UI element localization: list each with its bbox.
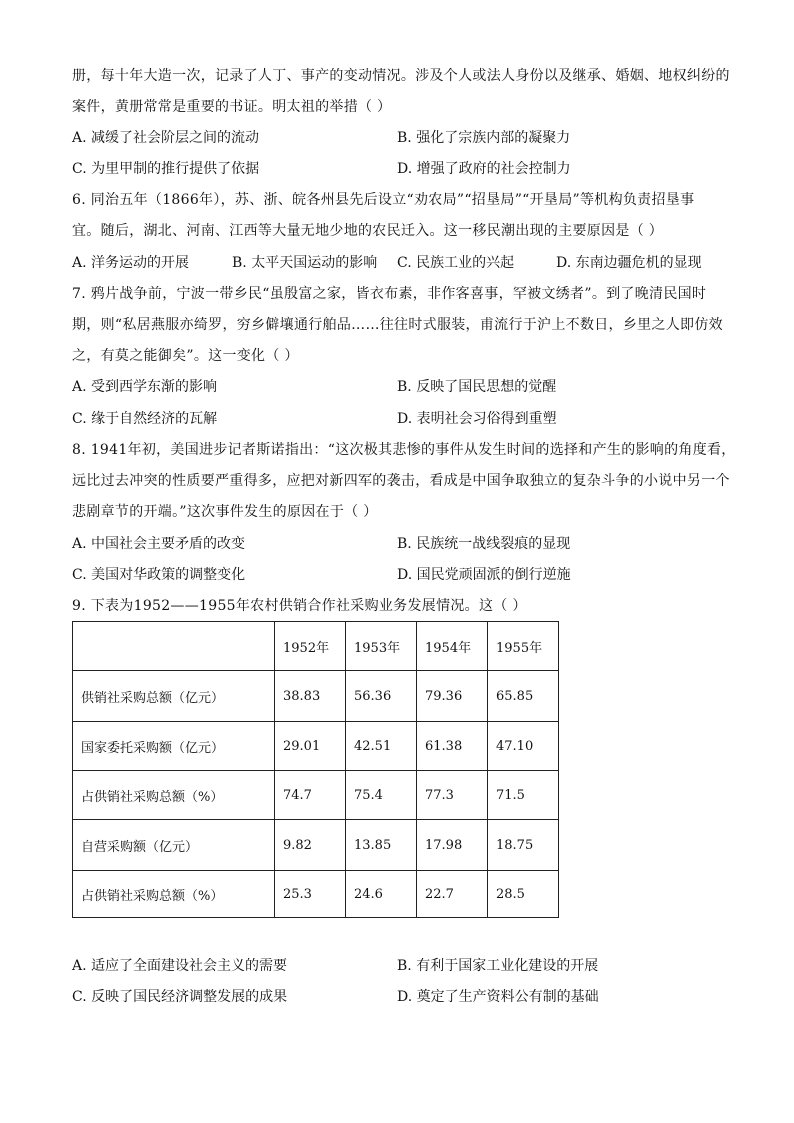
q9-option-a: A. 适应了全面建设社会主义的需要 <box>72 958 288 974</box>
table-cell: 77.3 <box>417 771 488 820</box>
table-row <box>73 771 559 820</box>
table-header-row <box>73 622 559 671</box>
table-row <box>73 671 559 722</box>
purchase-data-table <box>72 621 559 918</box>
q5-text-line-2: 案件，黄册常常是重要的书证。明太祖的举措（ ） <box>72 99 392 115</box>
table-cell: 56.36 <box>346 671 417 722</box>
table-header-cell: 1954年 <box>417 622 488 671</box>
table-cell: 18.75 <box>488 820 559 871</box>
q5-option-d: D. 增强了政府的社会控制力 <box>397 161 571 177</box>
q7-option-d: D. 表明社会习俗得到重塑 <box>397 411 557 427</box>
q5-option-b: B. 强化了宗族内部的凝聚力 <box>397 130 571 146</box>
table-row <box>73 871 559 918</box>
q6-text-line-2: 宜。随后，湖北、河南、江西等大量无地少地的农民迁入。这一移民潮出现的主要原因是（ ） <box>72 223 664 239</box>
table-cell: 供销社采购总额（亿元） <box>73 671 275 722</box>
table-cell: 22.7 <box>417 871 488 918</box>
q8-option-a: A. 中国社会主要矛盾的改变 <box>72 536 246 552</box>
q9-option-d: D. 奠定了生产资料公有制的基础 <box>397 989 599 1005</box>
table-cell: 42.51 <box>346 722 417 771</box>
table-cell: 71.5 <box>488 771 559 820</box>
table-cell: 65.85 <box>488 671 559 722</box>
table-cell: 国家委托采购额（亿元） <box>73 722 275 771</box>
q5-text-line-1: 册，每十年大造一次，记录了人丁、事产的变动情况。涉及个人或法人身份以及继承、婚姻、地权纠纷的 <box>72 68 730 84</box>
q8-text-line-3: 悲剧章节的开端。”这次事件发生的原因在于（ ） <box>72 504 378 520</box>
table-cell: 13.85 <box>346 820 417 871</box>
table-cell: 74.7 <box>275 771 346 820</box>
q6-option-a: A. 洋务运动的开展 <box>72 255 190 271</box>
table-cell: 79.36 <box>417 671 488 722</box>
q9-text-line: 9. 下表为1952——1955年农村供销合作社采购业务发展情况。这（ ） <box>72 598 527 614</box>
q7-text-line-3: 之，有莫之能御矣”。这一变化（ ） <box>72 348 299 364</box>
q9-option-b: B. 有利于国家工业化建设的开展 <box>397 958 599 974</box>
q8-text-line-2: 远比过去冲突的性质要严重得多，应把对新四军的袭击，看成是中国争取独立的复杂斗争的小说中另一个 <box>72 473 730 489</box>
table-cell: 28.5 <box>488 871 559 918</box>
q6-option-b: B. 太平天国运动的影响 <box>232 255 378 271</box>
q6-option-d: D. 东南边疆危机的显现 <box>556 255 702 271</box>
table-cell: 占供销社采购总额（%） <box>73 871 275 918</box>
q7-option-a: A. 受到西学东渐的影响 <box>72 379 218 395</box>
q8-option-d: D. 国民党顽固派的倒行逆施 <box>397 567 571 583</box>
q7-text-line-1: 7. 鸦片战争前，宁波一带乡民“虽殷富之家，皆衣布素，非作客喜事，罕被文绣者”。到了晚清民国时 <box>72 286 707 302</box>
table-cell: 29.01 <box>275 722 346 771</box>
table-cell: 47.10 <box>488 722 559 771</box>
table-header-cell: 1955年 <box>488 622 559 671</box>
table-cell: 17.98 <box>417 820 488 871</box>
q9-option-c: C. 反映了国民经济调整发展的成果 <box>72 989 288 1005</box>
table-cell: 占供销社采购总额（%） <box>73 771 275 820</box>
table-cell: 61.38 <box>417 722 488 771</box>
q8-option-c: C. 美国对华政策的调整变化 <box>72 567 246 583</box>
table-cell: 24.6 <box>346 871 417 918</box>
table-cell: 38.83 <box>275 671 346 722</box>
q6-option-c: C. 民族工业的兴起 <box>397 255 515 271</box>
table-header-cell: 1952年 <box>275 622 346 671</box>
table-cell: 75.4 <box>346 771 417 820</box>
q5-option-a: A. 减缓了社会阶层之间的流动 <box>72 130 260 146</box>
q5-option-c: C. 为里甲制的推行提供了依据 <box>72 161 260 177</box>
table-cell: 9.82 <box>275 820 346 871</box>
table-header-cell <box>73 622 275 671</box>
q6-text-line-1: 6. 同治五年（1866年），苏、浙、皖各州县先后设立“劝农局”“招垦局”“开垦局”等机构负责招垦事 <box>72 192 695 208</box>
q8-text-line-1: 8. 1941年初，美国进步记者斯诺指出：“这次极其悲惨的事件从发生时间的选择和产生的影响的角度看， <box>72 442 736 458</box>
q7-option-c: C. 缘于自然经济的瓦解 <box>72 411 218 427</box>
table-cell: 自营采购额（亿元） <box>73 820 275 871</box>
table-cell: 25.3 <box>275 871 346 918</box>
table-row <box>73 820 559 871</box>
q7-option-b: B. 反映了国民思想的觉醒 <box>397 379 557 395</box>
q8-option-b: B. 民族统一战线裂痕的显现 <box>397 536 571 552</box>
table-header-cell: 1953年 <box>346 622 417 671</box>
table-row <box>73 722 559 771</box>
q7-text-line-2: 期，则“私居燕服亦绮罗，穷乡僻壤通行舶品……往往时式服装，甫流行于沪上不数日，乡里之人即仿效 <box>72 317 723 333</box>
